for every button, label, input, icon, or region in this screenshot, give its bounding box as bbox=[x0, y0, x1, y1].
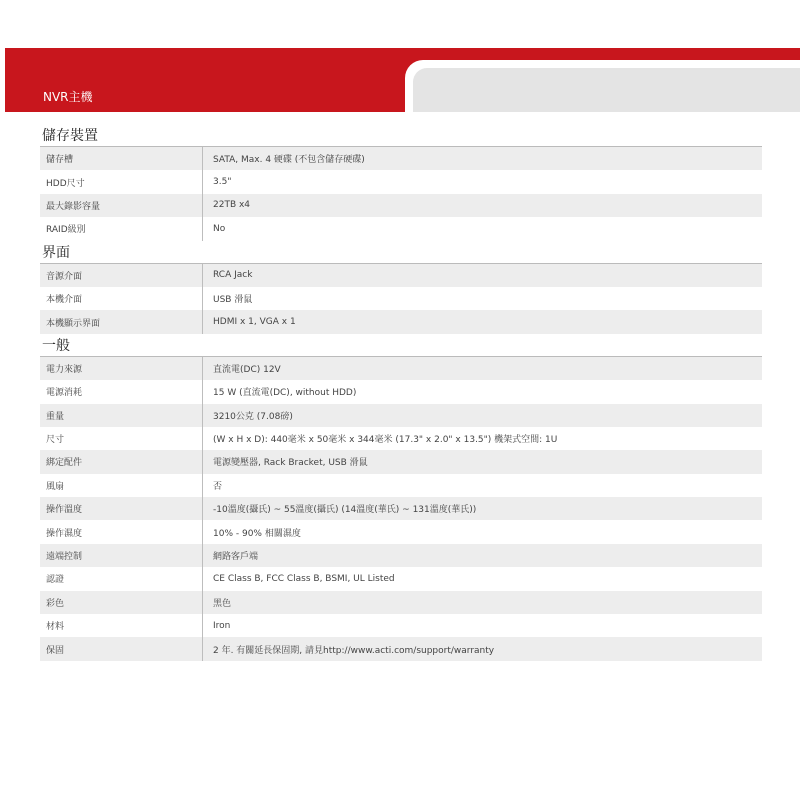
spec-label: 風扇 bbox=[46, 481, 65, 492]
page-title: NVR主機 bbox=[43, 90, 93, 104]
spec-value: (W x H x D): 440毫米 x 50毫米 x 344毫米 (17.3" x 2.0" x 13.5") 機架式空間: 1U bbox=[202, 427, 762, 450]
spec-row bbox=[40, 520, 762, 543]
spec-label: 最大錄影容量 bbox=[46, 201, 101, 212]
spec-label: 彩色 bbox=[46, 598, 65, 609]
spec-label: 儲存槽 bbox=[46, 155, 74, 166]
spec-value: CE Class B, FCC Class B, BSMI, UL Listed bbox=[202, 567, 762, 590]
section-title-general: 一般 bbox=[40, 336, 762, 357]
spec-value: SATA, Max. 4 硬碟 (不包含儲存硬碟) bbox=[202, 147, 762, 170]
spec-row bbox=[40, 217, 762, 240]
spec-value: USB 滑鼠 bbox=[202, 287, 762, 310]
spec-label: 電力來源 bbox=[46, 364, 83, 375]
spec-value: 否 bbox=[202, 474, 762, 497]
spec-value: RCA Jack bbox=[202, 264, 762, 287]
spec-label: 遠端控制 bbox=[46, 552, 83, 563]
spec-row bbox=[40, 170, 762, 193]
spec-row bbox=[40, 194, 762, 217]
spec-value: HDMI x 1, VGA x 1 bbox=[202, 310, 762, 333]
spec-label: 認證 bbox=[46, 575, 65, 586]
spec-value: 3.5" bbox=[202, 170, 762, 193]
spec-value: 網路客戶端 bbox=[202, 544, 762, 567]
spec-table bbox=[40, 124, 762, 661]
spec-label: HDD尺寸 bbox=[46, 178, 85, 189]
spec-value: 黑色 bbox=[202, 591, 762, 614]
spec-label: 綁定配件 bbox=[46, 458, 83, 469]
spec-value: Iron bbox=[202, 614, 762, 637]
section-title-interface: 界面 bbox=[40, 243, 762, 264]
spec-row bbox=[40, 404, 762, 427]
section-title-storage: 儲存裝置 bbox=[40, 126, 762, 147]
spec-row bbox=[40, 544, 762, 567]
spec-value: 22TB x4 bbox=[202, 194, 762, 217]
spec-row bbox=[40, 637, 762, 660]
spec-value: 直流電(DC) 12V bbox=[202, 357, 762, 380]
spec-row bbox=[40, 357, 762, 380]
spec-value: 10% - 90% 相關濕度 bbox=[202, 520, 762, 543]
header-banner bbox=[5, 48, 800, 112]
spec-label: 本機介面 bbox=[46, 295, 83, 306]
spec-label: 音源介面 bbox=[46, 271, 83, 282]
spec-value: 15 W (直流電(DC), without HDD) bbox=[202, 380, 762, 403]
spec-row bbox=[40, 147, 762, 170]
spec-label: 本機顯示界面 bbox=[46, 318, 101, 329]
header-tab-panel bbox=[413, 68, 800, 112]
spec-label: 重量 bbox=[46, 411, 65, 422]
spec-label: 操作濕度 bbox=[46, 528, 83, 539]
spec-label: RAID級別 bbox=[46, 225, 86, 236]
spec-value: 3210公克 (7.08磅) bbox=[202, 404, 762, 427]
spec-label: 保固 bbox=[46, 645, 65, 656]
spec-label: 電源消耗 bbox=[46, 388, 83, 399]
spec-value: 2 年. 有關延長保固期, 請見http://www.acti.com/support/warranty bbox=[202, 637, 762, 660]
spec-row bbox=[40, 497, 762, 520]
spec-row bbox=[40, 427, 762, 450]
spec-row bbox=[40, 264, 762, 287]
spec-value: 電源變壓器, Rack Bracket, USB 滑鼠 bbox=[202, 450, 762, 473]
spec-label: 尺寸 bbox=[46, 435, 65, 446]
spec-row bbox=[40, 567, 762, 590]
spec-label: 材料 bbox=[46, 622, 65, 633]
spec-row bbox=[40, 310, 762, 333]
spec-row bbox=[40, 287, 762, 310]
spec-value: No bbox=[202, 217, 762, 240]
spec-row bbox=[40, 380, 762, 403]
spec-row bbox=[40, 474, 762, 497]
spec-row bbox=[40, 614, 762, 637]
spec-row bbox=[40, 450, 762, 473]
spec-label: 操作溫度 bbox=[46, 505, 83, 516]
spec-value: -10溫度(攝氏) ~ 55溫度(攝氏) (14溫度(華氏) ~ 131溫度(華氏)) bbox=[202, 497, 762, 520]
spec-row bbox=[40, 591, 762, 614]
